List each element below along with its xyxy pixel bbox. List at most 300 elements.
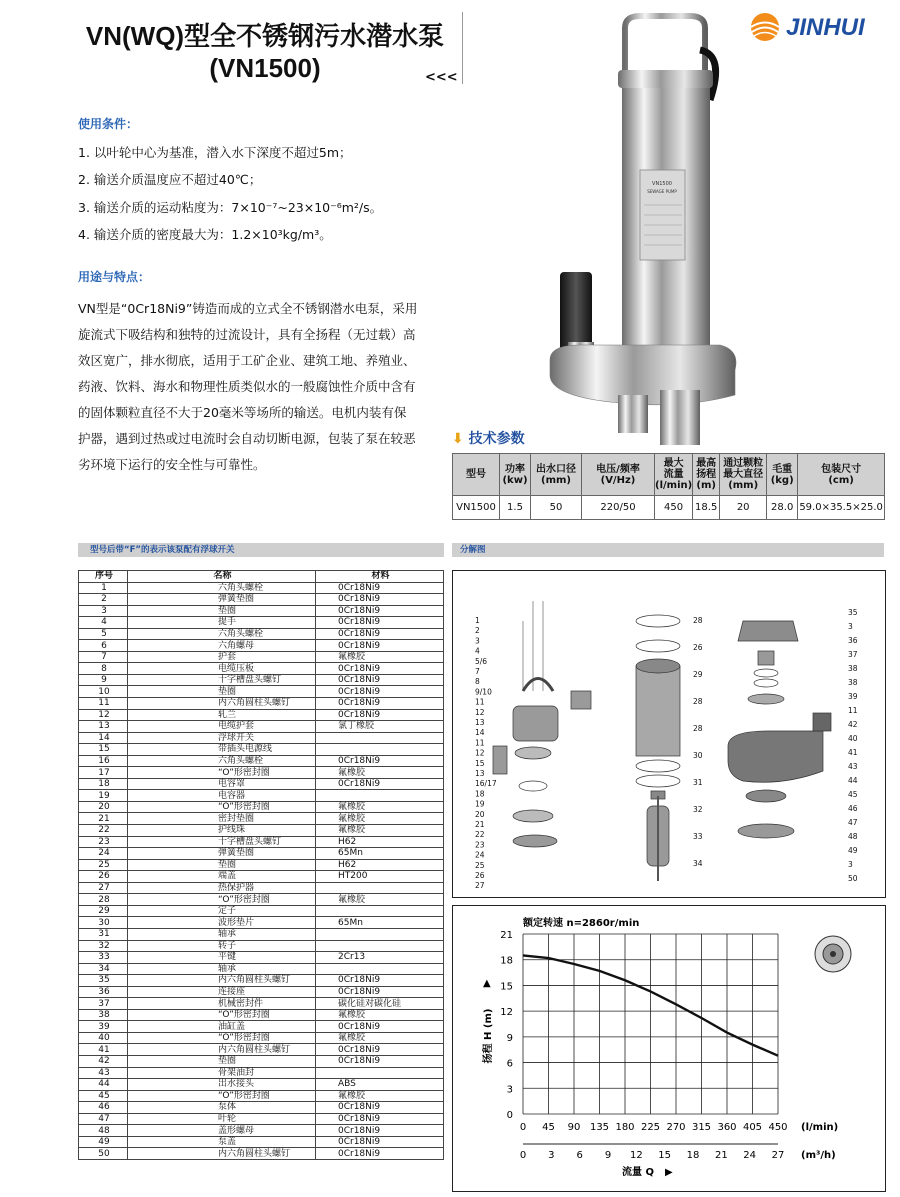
- table-row: [79, 986, 444, 998]
- cell-no: 50: [79, 1148, 128, 1160]
- col-power: 功率 (kw): [500, 454, 531, 496]
- x-tick-lmin: 0: [519, 1122, 527, 1133]
- cell-material: [316, 732, 444, 744]
- cell-name: 内六角圆柱头螺钉: [128, 1044, 316, 1056]
- y-tick-label: 3: [506, 1084, 513, 1096]
- performance-chart-frame: [452, 905, 886, 1192]
- cell-model: VN1500: [453, 496, 500, 520]
- part-callout: 3: [848, 860, 853, 869]
- part-callout: 11: [475, 697, 485, 707]
- y-tick-label: 21: [500, 930, 513, 941]
- cell-material: [316, 940, 444, 952]
- part-callout: 15: [475, 758, 485, 768]
- cell-material: 0Cr18Ni9: [316, 1055, 444, 1067]
- x-tick-m3h: 3: [548, 1150, 555, 1161]
- cell-material: 0Cr18Ni9: [316, 617, 444, 629]
- cell-material: [316, 1067, 444, 1079]
- table-row: [79, 801, 444, 813]
- cell-material: 氟橡胶: [316, 1032, 444, 1044]
- cell-material: 0Cr18Ni9: [316, 698, 444, 710]
- table-row: [79, 859, 444, 871]
- table-row: [79, 940, 444, 952]
- part-callout: 26: [693, 643, 703, 652]
- cell-no: 4: [79, 617, 128, 629]
- cell-material: [316, 790, 444, 802]
- cell-material: [316, 905, 444, 917]
- col-name: 名称: [128, 571, 316, 583]
- part-callout: 36: [848, 636, 858, 645]
- table-row: [79, 894, 444, 906]
- cell-material: 0Cr18Ni9: [316, 709, 444, 721]
- part-callout: 8: [475, 677, 480, 687]
- cell-name: 密封垫圈: [128, 813, 316, 825]
- part-callout: 40: [848, 734, 858, 743]
- part-callout: 31: [693, 778, 703, 787]
- cell-material: [316, 882, 444, 894]
- cell-name: 护套: [128, 651, 316, 663]
- cell-material: 0Cr18Ni9: [316, 605, 444, 617]
- cell-no: 5: [79, 628, 128, 640]
- cell-material: ABS: [316, 1079, 444, 1091]
- x-tick-m3h: 12: [629, 1150, 643, 1161]
- cell-material: 0Cr18Ni9: [316, 1102, 444, 1114]
- cell-name: “O”形密封圈: [128, 894, 316, 906]
- cell-no: 46: [79, 1102, 128, 1114]
- cell-material: 2Cr13: [316, 952, 444, 964]
- cell-no: 18: [79, 778, 128, 790]
- x-tick-lmin: 360: [717, 1122, 737, 1133]
- part-callout: 21: [475, 820, 485, 829]
- cell-name: 六角螺母: [128, 640, 316, 652]
- cell-material: 0Cr18Ni9: [316, 778, 444, 790]
- part-callout: 2: [475, 626, 480, 636]
- part-callout: 43: [848, 762, 858, 771]
- table-row: [79, 1009, 444, 1021]
- cell-no: 39: [79, 1021, 128, 1033]
- cell-material: 碳化硅对碳化硅: [316, 998, 444, 1010]
- part-callout: 38: [848, 678, 858, 687]
- cell-no: 25: [79, 859, 128, 871]
- part-callout: 37: [848, 650, 858, 659]
- cell-material: 氯丁橡胶: [316, 721, 444, 733]
- table-row: [79, 767, 444, 779]
- part-callout: 9/10: [475, 687, 492, 697]
- cell-name: 叶轮: [128, 1113, 316, 1125]
- y-tick-label: 9: [506, 1032, 513, 1044]
- cell-no: 22: [79, 825, 128, 837]
- table-row: [79, 640, 444, 652]
- brand-logo: [748, 8, 888, 46]
- cell-name: 垫圈: [128, 686, 316, 698]
- part-callout: 35: [848, 608, 858, 617]
- cell-name: 六角头螺栓: [128, 755, 316, 767]
- cell-no: 38: [79, 1009, 128, 1021]
- cell-material: 氟橡胶: [316, 1009, 444, 1021]
- y-axis-arrow-icon: ▲: [483, 978, 491, 989]
- part-callout: 1: [475, 616, 480, 625]
- cell-material: [316, 744, 444, 756]
- cell-no: 31: [79, 928, 128, 940]
- cell-material: 65Mn: [316, 917, 444, 929]
- features-paragraph: VN型是“0Cr18Ni9”铸造而成的立式全不锈钢潜水电泵，采用旋流式下吸结构和独特的过流设计，具有全扬程（无过载）高效区宽广，排水彻底，适用于工矿企业、建筑工地、养殖业、药液、饮料、海水和物理性质类似水的一般腐蚀性介质中含有的固体颗粒直径不大于20毫米等场所的输送。电机内装有保护器，遇到过热或过电流时会自动切断电源，包装了泵在较恶劣环境下运行的安全性与可靠性。: [78, 301, 418, 472]
- table-row: [79, 594, 444, 606]
- part-callout: 12: [475, 748, 485, 758]
- float-switch-note: 型号后带“F”的表示该泵配有浮球开关: [78, 543, 444, 557]
- col-package: 包装尺寸 (cm): [798, 454, 885, 496]
- cell-material: 氟橡胶: [316, 767, 444, 779]
- cell-name: 轴承: [128, 963, 316, 975]
- table-row: [79, 998, 444, 1010]
- cell-no: 26: [79, 871, 128, 883]
- cell-material: [316, 928, 444, 940]
- x-tick-m3h: 18: [686, 1150, 700, 1161]
- part-callout: 25: [475, 860, 485, 870]
- cell-name: 热保护器: [128, 882, 316, 894]
- part-callout: 11: [475, 738, 485, 748]
- cell-material: H62: [316, 859, 444, 871]
- cell-name: 内六角圆柱头螺钉: [128, 698, 316, 710]
- part-callout: 44: [848, 776, 858, 785]
- part-callout: 11: [848, 706, 858, 715]
- cell-weight: 28.0: [767, 496, 798, 520]
- y-tick-label: 12: [500, 1007, 513, 1019]
- cell-material: 0Cr18Ni9: [316, 628, 444, 640]
- x-tick-m3h: 24: [743, 1150, 757, 1161]
- condition-4: 4. 输送介质的密度最大为：1.2×10³kg/m³。: [78, 227, 332, 242]
- table-row: [79, 975, 444, 987]
- part-callout: 22: [475, 830, 485, 840]
- cell-material: 0Cr18Ni9: [316, 674, 444, 686]
- table-row: [79, 790, 444, 802]
- table-row: [79, 744, 444, 756]
- table-row: [79, 1125, 444, 1137]
- cell-name: 电容器: [128, 790, 316, 802]
- x-tick-lmin: 45: [542, 1122, 555, 1133]
- cell-name: 轧兰: [128, 709, 316, 721]
- cell-name: 油缸盖: [128, 1021, 316, 1033]
- y-tick-label: 6: [506, 1058, 513, 1070]
- x-tick-lmin: 90: [567, 1122, 581, 1133]
- table-row: [79, 732, 444, 744]
- cell-material: 0Cr18Ni9: [316, 686, 444, 698]
- table-row: [79, 663, 444, 675]
- cell-no: 49: [79, 1136, 128, 1148]
- table-row: [79, 1113, 444, 1125]
- x-tick-lmin: 450: [768, 1122, 788, 1133]
- table-row: [79, 1044, 444, 1056]
- cell-name: 垫圈: [128, 605, 316, 617]
- table-row: [79, 582, 444, 594]
- part-callout: 13: [475, 718, 485, 727]
- parts-table: [78, 570, 444, 1160]
- table-row: [79, 882, 444, 894]
- cell-material: 0Cr18Ni9: [316, 1113, 444, 1125]
- col-voltage: 电压/频率 (V/Hz): [582, 454, 655, 496]
- col-outlet: 出水口径 (mm): [531, 454, 582, 496]
- table-row: [79, 686, 444, 698]
- condition-3: 3. 输送介质的运动粘度为：7×10⁻⁷~23×10⁻⁶m²/s。: [78, 200, 383, 215]
- part-callout: 32: [693, 805, 703, 814]
- cell-no: 21: [79, 813, 128, 825]
- cell-no: 13: [79, 721, 128, 733]
- cell-particle: 20: [720, 496, 767, 520]
- part-callout: 14: [475, 728, 485, 738]
- cell-no: 11: [79, 698, 128, 710]
- parts-header-row: [79, 571, 444, 583]
- cell-no: 41: [79, 1044, 128, 1056]
- x-tick-lmin: 315: [691, 1122, 712, 1133]
- y-axis-label: 扬程 H (m): [483, 1008, 494, 1064]
- part-callout: 18: [475, 789, 485, 799]
- cell-no: 23: [79, 836, 128, 848]
- x-tick-m3h: 6: [576, 1150, 583, 1161]
- part-callout: 4: [475, 646, 480, 656]
- cell-name: 平键: [128, 952, 316, 964]
- part-callout: 7: [475, 667, 480, 676]
- part-callout: 47: [848, 818, 858, 827]
- cell-name: 弹簧垫圈: [128, 848, 316, 860]
- table-row: [79, 1148, 444, 1160]
- cell-no: 36: [79, 986, 128, 998]
- exploded-diagram: [453, 571, 885, 897]
- x-axis-label: 流量 Q: [622, 1167, 654, 1178]
- part-callout: 16/17: [475, 779, 497, 789]
- x-tick-lmin: 225: [640, 1122, 661, 1133]
- x-unit-m3h: (m³/h): [801, 1150, 836, 1161]
- cell-name: 带插头电源线: [128, 744, 316, 756]
- cell-name: 盖形螺母: [128, 1125, 316, 1137]
- cell-name: 转子: [128, 940, 316, 952]
- table-row: [79, 1136, 444, 1148]
- cell-flow: 450: [655, 496, 693, 520]
- x-tick-lmin: 180: [615, 1122, 635, 1133]
- table-row: [79, 917, 444, 929]
- part-callout: 42: [848, 720, 858, 729]
- cell-no: 43: [79, 1067, 128, 1079]
- tech-heading: ⬇ 技术参数: [452, 431, 525, 447]
- table-row: [79, 905, 444, 917]
- cell-no: 9: [79, 674, 128, 686]
- x-unit-lmin: (l/min): [801, 1122, 839, 1133]
- cell-material: 0Cr18Ni9: [316, 1044, 444, 1056]
- table-row: [79, 963, 444, 975]
- cell-name: 定子: [128, 905, 316, 917]
- part-callout: 28: [693, 616, 703, 625]
- cell-material: 氟橡胶: [316, 801, 444, 813]
- col-material: 材料: [316, 571, 444, 583]
- part-callout: 38: [848, 664, 858, 673]
- cell-no: 6: [79, 640, 128, 652]
- cell-material: H62: [316, 836, 444, 848]
- cell-material: 0Cr18Ni9: [316, 1021, 444, 1033]
- cell-head: 18.5: [693, 496, 720, 520]
- cell-name: 弹簧垫圈: [128, 594, 316, 606]
- cell-name: 泵体: [128, 1102, 316, 1114]
- table-row: [79, 698, 444, 710]
- cell-no: 14: [79, 732, 128, 744]
- x-tick-lmin: 405: [742, 1122, 763, 1133]
- tech-header-row: [453, 454, 885, 496]
- cell-name: “O”形密封圈: [128, 1032, 316, 1044]
- cell-no: 47: [79, 1113, 128, 1125]
- cell-name: 泵盖: [128, 1136, 316, 1148]
- cell-material: 氟橡胶: [316, 1090, 444, 1102]
- x-tick-m3h: 21: [714, 1150, 728, 1161]
- part-callout: 30: [693, 751, 703, 760]
- cell-no: 27: [79, 882, 128, 894]
- cell-no: 37: [79, 998, 128, 1010]
- table-row: [79, 674, 444, 686]
- cell-no: 29: [79, 905, 128, 917]
- cell-no: 24: [79, 848, 128, 860]
- table-row: [79, 628, 444, 640]
- part-callout: 29: [693, 670, 703, 679]
- table-row: [79, 605, 444, 617]
- cell-material: 0Cr18Ni9: [316, 986, 444, 998]
- cell-material: HT200: [316, 871, 444, 883]
- cell-name: 垫圈: [128, 1055, 316, 1067]
- cell-outlet: 50: [531, 496, 582, 520]
- cell-material: 65Mn: [316, 848, 444, 860]
- part-callout: 23: [475, 840, 485, 850]
- cell-name: 骨架油封: [128, 1067, 316, 1079]
- part-callout: 12: [475, 707, 485, 717]
- table-row: [79, 848, 444, 860]
- cell-name: 波形垫片: [128, 917, 316, 929]
- part-callout: 50: [848, 874, 858, 883]
- x-tick-lmin: 135: [589, 1122, 610, 1133]
- x-tick-lmin: 270: [666, 1122, 686, 1133]
- table-row: [79, 928, 444, 940]
- part-callout: 3: [475, 636, 480, 646]
- col-flow: 最大 流量 (l/min): [655, 454, 693, 496]
- y-tick-label: 0: [506, 1110, 513, 1121]
- part-callout: 20: [475, 809, 485, 819]
- part-callout: 26: [475, 871, 485, 880]
- y-tick-label: 18: [500, 955, 513, 967]
- table-row: [79, 825, 444, 837]
- cell-material: 0Cr18Ni9: [316, 975, 444, 987]
- part-callout: 34: [693, 859, 703, 868]
- table-row: [79, 1067, 444, 1079]
- back-arrows: <<<: [425, 70, 458, 85]
- down-arrow-icon: ⬇: [452, 431, 464, 447]
- cell-power: 1.5: [500, 496, 531, 520]
- x-tick-m3h: 9: [604, 1150, 612, 1161]
- cell-no: 32: [79, 940, 128, 952]
- cell-no: 15: [79, 744, 128, 756]
- cell-name: “O”形密封圈: [128, 1009, 316, 1021]
- cell-material: [316, 963, 444, 975]
- part-callout: 45: [848, 790, 858, 799]
- table-row: [79, 755, 444, 767]
- cell-material: 0Cr18Ni9: [316, 1148, 444, 1160]
- cell-material: 氟橡胶: [316, 825, 444, 837]
- cell-material: 0Cr18Ni9: [316, 640, 444, 652]
- part-callout: 3: [848, 622, 853, 631]
- cell-name: 内六角圆柱头螺钉: [128, 975, 316, 987]
- cell-no: 10: [79, 686, 128, 698]
- cell-no: 3: [79, 605, 128, 617]
- cell-no: 33: [79, 952, 128, 964]
- tech-table: [452, 453, 885, 520]
- conditions-heading: 使用条件：: [78, 117, 139, 131]
- condition-1: 1. 以叶轮中心为基准，潜入水下深度不超过5m；: [78, 145, 352, 160]
- cell-name: 六角头螺栓: [128, 582, 316, 594]
- cell-name: 十字槽盘头螺钉: [128, 836, 316, 848]
- performance-chart: [453, 906, 885, 1191]
- table-row: [79, 651, 444, 663]
- table-row: [79, 1021, 444, 1033]
- cell-no: 40: [79, 1032, 128, 1044]
- cell-no: 44: [79, 1079, 128, 1091]
- cell-name: 十字槽盘头螺钉: [128, 674, 316, 686]
- col-no: 序号: [79, 571, 128, 583]
- cell-name: 电缆护套: [128, 721, 316, 733]
- cell-material: 氟橡胶: [316, 813, 444, 825]
- part-callout: 27: [475, 881, 485, 891]
- cell-no: 30: [79, 917, 128, 929]
- cell-material: 氟橡胶: [316, 894, 444, 906]
- cell-material: 氟橡胶: [316, 651, 444, 663]
- cell-name: 电缆压板: [128, 663, 316, 675]
- col-head: 最高 扬程 (m): [693, 454, 720, 496]
- cell-name: 机械密封件: [128, 998, 316, 1010]
- table-row: [79, 836, 444, 848]
- part-callout: 39: [848, 692, 858, 701]
- part-callout: 49: [848, 846, 858, 855]
- pump-image: [540, 10, 740, 445]
- cell-no: 1: [79, 582, 128, 594]
- cell-no: 28: [79, 894, 128, 906]
- cell-no: 19: [79, 790, 128, 802]
- table-row: [79, 1079, 444, 1091]
- part-callout: 24: [475, 850, 485, 860]
- nameplate-model: VN1500: [652, 181, 672, 187]
- x-tick-m3h: 15: [658, 1150, 672, 1161]
- cell-no: 7: [79, 651, 128, 663]
- table-row: [79, 709, 444, 721]
- cell-material: 0Cr18Ni9: [316, 582, 444, 594]
- part-callout: 28: [693, 697, 703, 706]
- cell-no: 2: [79, 594, 128, 606]
- cell-no: 8: [79, 663, 128, 675]
- cell-name: 出水接头: [128, 1079, 316, 1091]
- features-heading: 用途与特点：: [78, 270, 151, 284]
- x-axis-arrow-icon: ▶: [665, 1167, 673, 1178]
- table-row: [79, 871, 444, 883]
- cell-no: 35: [79, 975, 128, 987]
- part-callout: 13: [475, 769, 485, 778]
- nameplate-type: SEWAGE PUMP: [647, 189, 677, 194]
- brand-name: JINHUI: [786, 14, 865, 41]
- exploded-view-heading: 分解图: [452, 543, 884, 557]
- cell-no: 16: [79, 755, 128, 767]
- part-callout: 5/6: [475, 656, 488, 666]
- table-row: [79, 952, 444, 964]
- header-divider: [462, 12, 463, 84]
- col-model: 型号: [453, 454, 500, 496]
- cell-no: 17: [79, 767, 128, 779]
- cell-material: 0Cr18Ni9: [316, 594, 444, 606]
- cell-voltage: 220/50: [582, 496, 655, 520]
- cell-package: 59.0×35.5×25.0: [798, 496, 885, 520]
- part-callout: 46: [848, 804, 858, 813]
- table-row: [79, 1102, 444, 1114]
- x-tick-m3h: 27: [771, 1150, 785, 1161]
- impeller-icon: [815, 936, 851, 972]
- cell-name: 护线珠: [128, 825, 316, 837]
